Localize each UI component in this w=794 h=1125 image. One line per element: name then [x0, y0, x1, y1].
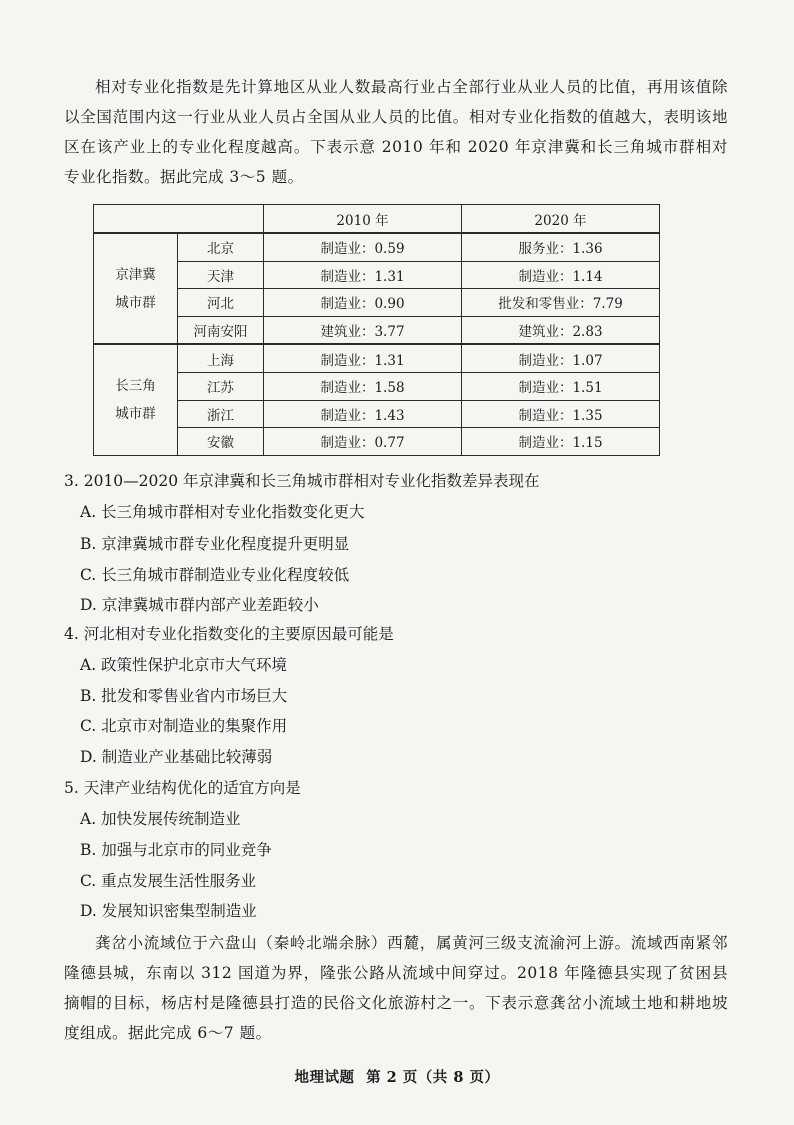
question-4-option-a: A. 政策性保护北京市大气环境	[80, 656, 288, 674]
value-2020-cell: 制造业：1.14	[462, 261, 660, 289]
question-4-option-c: C. 北京市对制造业的集聚作用	[80, 717, 288, 735]
value-2020-cell: 制造业：1.35	[462, 400, 660, 428]
question-3-option-c: C. 长三角城市群制造业专业化程度较低	[80, 566, 350, 584]
province-cell: 河南安阳	[178, 316, 264, 344]
page-footer	[0, 1066, 794, 1087]
footer-page-number: 第 2 页（共 8 页）	[366, 1069, 500, 1086]
question-5-option-a: A. 加快发展传统制造业	[80, 810, 241, 828]
specialization-index-table	[93, 204, 660, 456]
value-2010-cell: 建筑业：3.77	[264, 316, 462, 344]
value-2010-cell: 制造业：0.77	[264, 428, 462, 456]
question-3-option-b: B. 京津冀城市群专业化程度提升更明显	[80, 535, 350, 553]
value-2010-cell: 制造业：1.31	[264, 261, 462, 289]
table-row	[94, 316, 660, 344]
province-cell: 江苏	[178, 372, 264, 400]
table-header-row	[94, 205, 660, 234]
table-row	[94, 372, 660, 400]
value-2020-cell: 制造业：1.51	[462, 372, 660, 400]
question-3-stem: 3. 2010—2020 年京津冀和长三角城市群相对专业化指数差异表现在	[64, 472, 540, 490]
question-5-option-b: B. 加强与北京市的同业竞争	[80, 841, 272, 859]
value-2010-cell: 制造业：0.90	[264, 289, 462, 317]
question-4-option-d: D. 制造业产业基础比较薄弱	[80, 748, 273, 766]
question-3-option-a: A. 长三角城市群相对专业化指数变化更大	[80, 503, 365, 521]
province-cell: 河北	[178, 289, 264, 317]
question-5-stem: 5. 天津产业结构优化的适宜方向是	[64, 779, 301, 797]
table-row	[94, 261, 660, 289]
table-header-2010: 2010 年	[264, 205, 462, 234]
province-cell: 浙江	[178, 400, 264, 428]
table-row	[94, 344, 660, 372]
region-name: 京津冀 城市群	[115, 266, 156, 311]
question-4-stem: 4. 河北相对专业化指数变化的主要原因最可能是	[64, 625, 394, 643]
value-2010-cell: 制造业：0.59	[264, 233, 462, 261]
province-cell: 上海	[178, 344, 264, 372]
table-row	[94, 233, 660, 261]
watershed-paragraph: 龚岔小流域位于六盘山（秦岭北端余脉）西麓，属黄河三级支流渝河上游。流域西南紧邻隆德县城，东南以 312 国道为界，隆张公路从流域中间穿过。2018 年隆德县实现了贫困县摘帽的目标，杨店村是隆德县打造的民俗文化旅游村之一。下表示意龚岔小流域土地和耕地坡度组成。据此完成 6～7 题。	[64, 934, 728, 1042]
region-cell	[94, 344, 178, 455]
value-2020-cell: 服务业：1.36	[462, 233, 660, 261]
table-row	[94, 289, 660, 317]
value-2020-cell: 制造业：1.15	[462, 428, 660, 456]
value-2020-cell: 制造业：1.07	[462, 344, 660, 372]
value-2010-cell: 制造业：1.43	[264, 400, 462, 428]
value-2020-cell: 建筑业：2.83	[462, 316, 660, 344]
region-cell	[94, 233, 178, 344]
province-cell: 北京	[178, 233, 264, 261]
question-5-option-c: C. 重点发展生活性服务业	[80, 872, 257, 890]
value-2010-cell: 制造业：1.31	[264, 344, 462, 372]
value-2020-cell: 批发和零售业：7.79	[462, 289, 660, 317]
province-cell: 天津	[178, 261, 264, 289]
question-4-option-b: B. 批发和零售业省内市场巨大	[80, 687, 288, 705]
jjj-group	[94, 233, 660, 344]
question-5-option-d: D. 发展知识密集型制造业	[80, 902, 257, 920]
province-cell: 安徽	[178, 428, 264, 456]
region-name: 长三角 城市群	[115, 378, 156, 423]
yrd-group	[94, 344, 660, 455]
table-header-blank	[94, 205, 264, 234]
value-2010-cell: 制造业：1.58	[264, 372, 462, 400]
intro-paragraph: 相对专业化指数是先计算地区从业人数最高行业占全部行业从业人员的比值，再用该值除以全国范围内这一行业从业人员占全国从业人员的比值。相对专业化指数的值越大，表明该地区在该产业上的专业化程度越高。下表示意 2010 年和 2020 年京津冀和长三角城市群相对专业化指数。据此完成 3～5 题。	[64, 78, 728, 186]
table-row	[94, 400, 660, 428]
question-3-option-d: D. 京津冀城市群内部产业差距较小	[80, 596, 319, 614]
table-header-2020: 2020 年	[462, 205, 660, 234]
table-row	[94, 428, 660, 456]
footer-subject: 地理试题	[294, 1069, 355, 1086]
